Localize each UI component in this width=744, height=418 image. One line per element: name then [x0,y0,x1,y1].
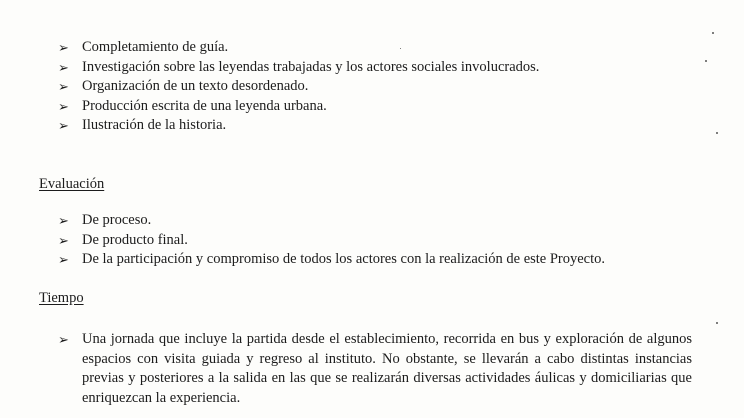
scan-speck [400,48,401,49]
list-item-text: Ilustración de la historia. [82,117,227,134]
evaluacion-heading: Evaluación [39,176,105,192]
arrow-bullet-icon: ➢ [58,252,69,268]
list-item-text: Organización de un texto desordenado. [82,78,309,95]
list-item-text: Producción escrita de una leyenda urbana. [82,97,327,114]
list-item-text: De proceso. [82,212,152,228]
scan-speck [716,132,718,134]
tiempo-heading: Tiempo [39,290,84,306]
tiempo-paragraph [58,330,692,408]
activities-list [58,38,698,136]
arrow-bullet-icon: ➢ [58,98,69,114]
arrow-bullet-icon: ➢ [58,213,69,228]
list-item [58,211,698,231]
arrow-bullet-icon: ➢ [58,59,69,75]
scan-speck [705,60,707,62]
arrow-bullet-icon: ➢ [58,332,69,347]
tiempo-paragraph-text: Una jornada que incluye la partida desde el establecimiento, recorrida en bus y exploración de algunos espacios con visita guiada y regreso al instituto. No obstante, se llevarán a cabo distintas instancias previas y posteriores a la salida en las que se realizarán diversas actividades áulicas y domiciliarias que enriquezcan la experiencia. [82,331,692,406]
list-item [58,38,698,58]
arrow-bullet-icon: ➢ [58,79,69,95]
list-item [58,231,698,251]
evaluation-list [58,211,698,270]
list-item-text: Investigación sobre las leyendas trabajadas y los actores sociales involucrados. [82,58,540,75]
list-item [58,58,698,78]
list-item-text: De producto final. [82,231,188,248]
list-item [58,97,698,117]
scan-speck [712,32,714,34]
arrow-bullet-icon: ➢ [58,40,69,55]
arrow-bullet-icon: ➢ [58,118,69,134]
list-item [58,116,698,136]
list-item [58,250,698,270]
arrow-bullet-icon: ➢ [58,232,69,248]
list-item [58,77,698,97]
list-item-text: Completamiento de guía. [82,39,229,55]
scan-speck [716,322,718,324]
list-item-text: De la participación y compromiso de todos los actores con la realización de este Proyecto. [82,251,606,268]
